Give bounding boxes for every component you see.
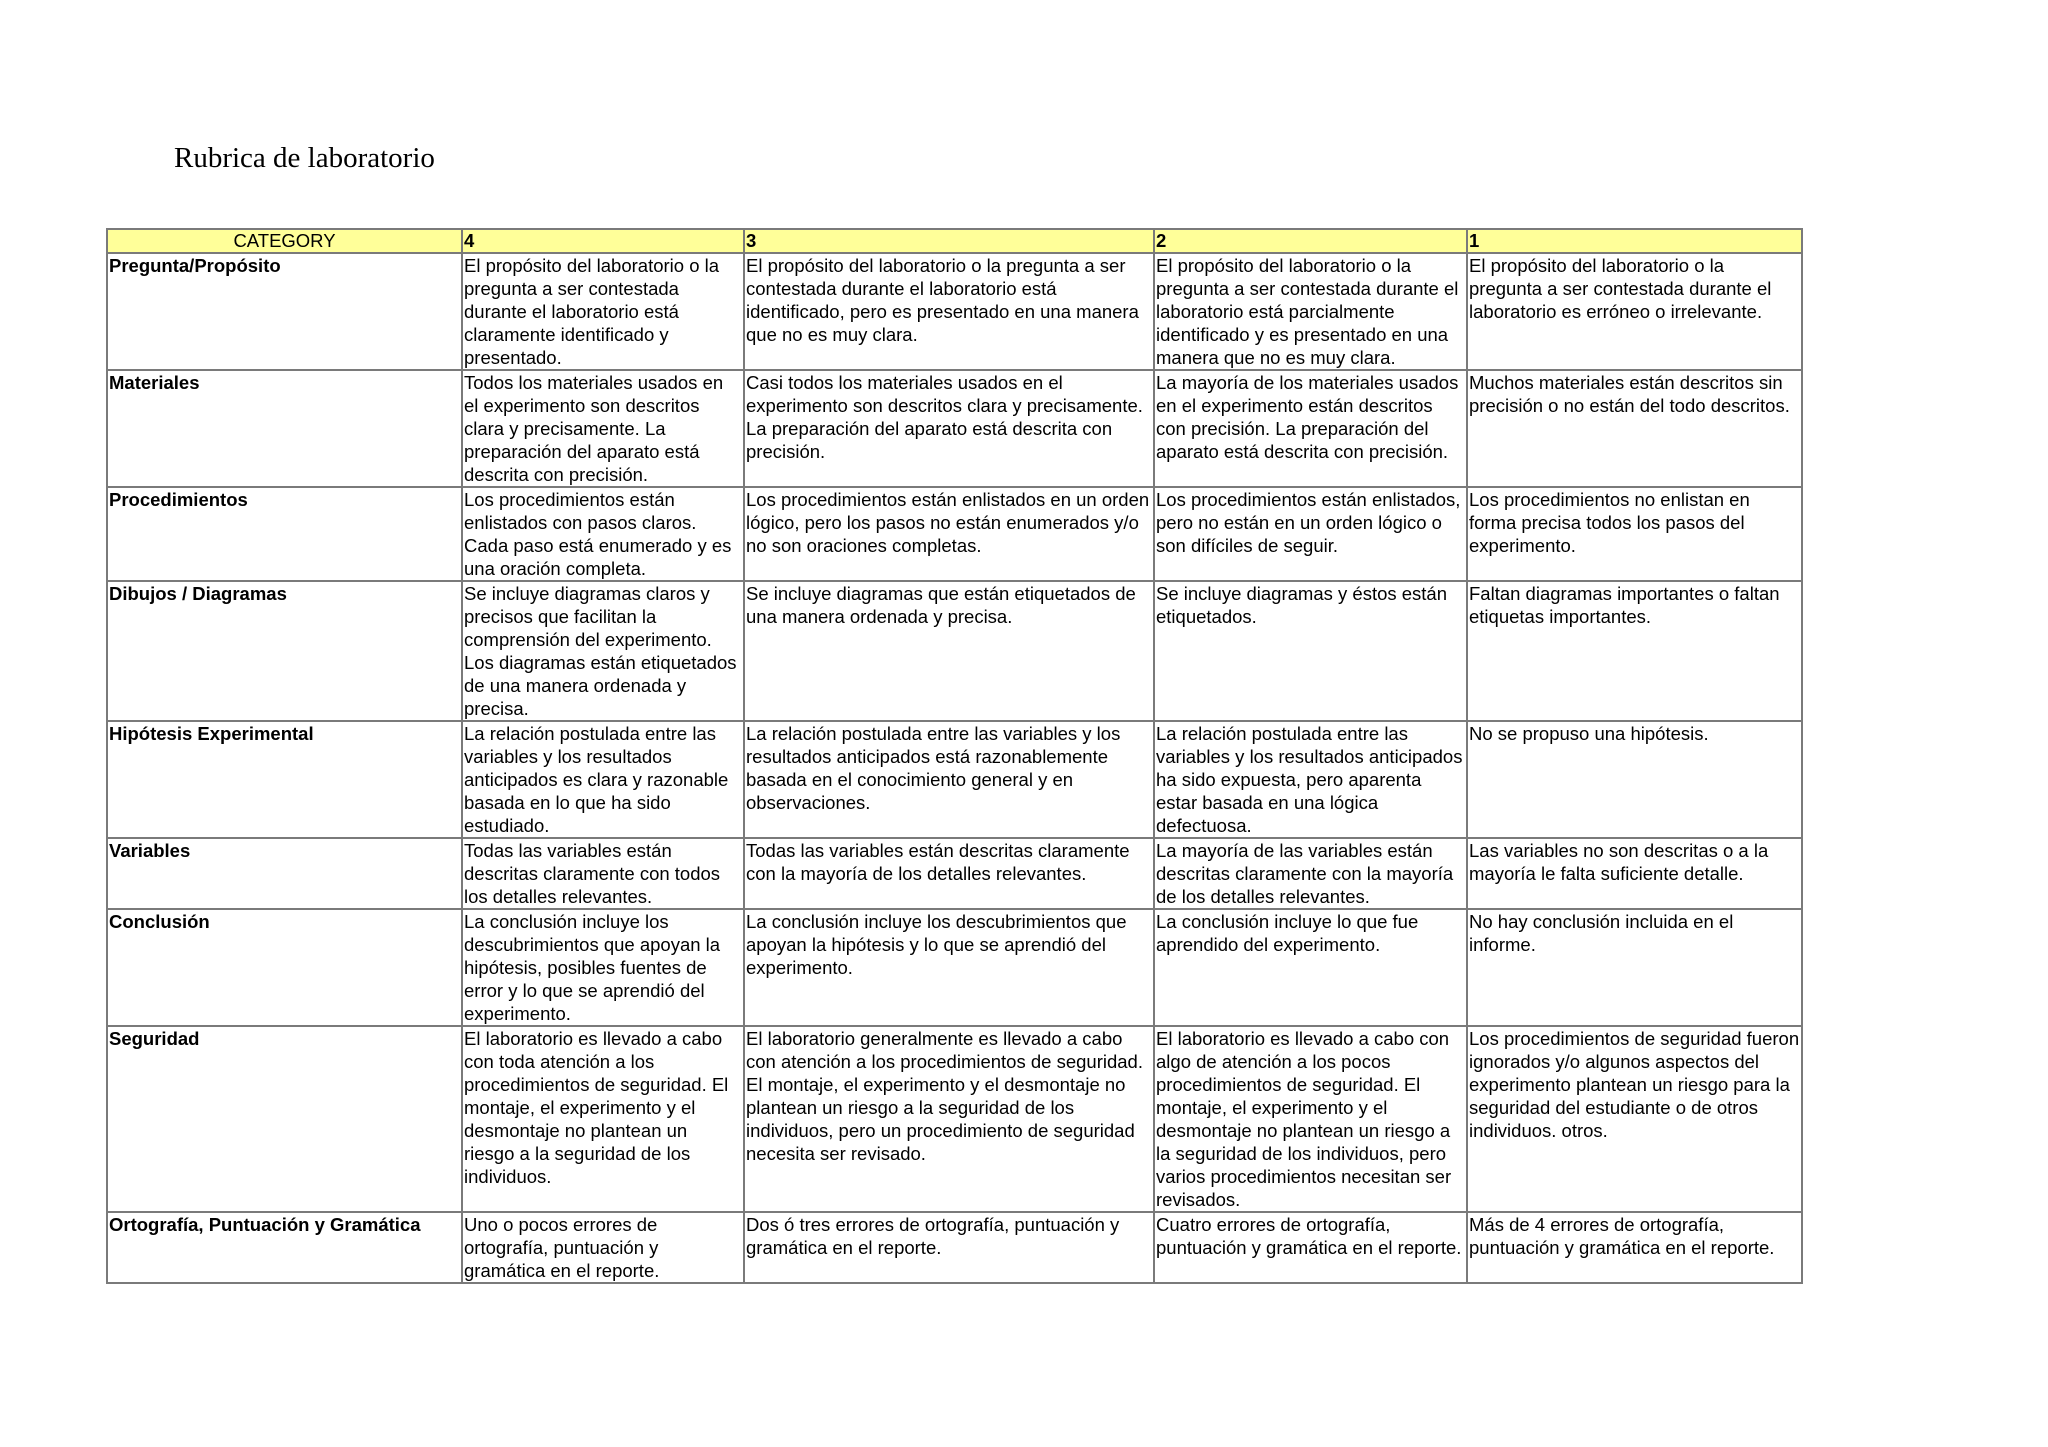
header-score-3: 3 <box>744 229 1154 253</box>
rubric-cell: Más de 4 errores de ortografía, puntuación y gramática en el reporte. <box>1467 1212 1802 1283</box>
rubric-cell: La relación postulada entre las variables y los resultados anticipados ha sido expuesta, pero aparenta estar basada en una lógica defectuosa. <box>1154 721 1467 838</box>
rubric-cell: Los procedimientos están enlistados en un orden lógico, pero los pasos no están enumerados y/o no son oraciones completas. <box>744 487 1154 581</box>
rubric-cell: Cuatro errores de ortografía, puntuación y gramática en el reporte. <box>1154 1212 1467 1283</box>
row-category: Pregunta/Propósito <box>107 253 462 370</box>
rubric-cell: El propósito del laboratorio o la pregunta a ser contestada durante el laboratorio está identificado, pero es presentado en una manera que no es muy clara. <box>744 253 1154 370</box>
rubric-cell: El propósito del laboratorio o la pregunta a ser contestada durante el laboratorio es erróneo o irrelevante. <box>1467 253 1802 370</box>
document-title: Rubrica de laboratorio <box>174 142 435 174</box>
table-row <box>107 909 1802 1026</box>
rubric-cell: Casi todos los materiales usados en el experimento son descritos clara y precisamente. La preparación del aparato está descrita con precisión. <box>744 370 1154 487</box>
row-category: Hipótesis Experimental <box>107 721 462 838</box>
rubric-cell: El laboratorio es llevado a cabo con toda atención a los procedimientos de seguridad. El montaje, el experimento y el desmontaje no plantean un riesgo a la seguridad de los individuos. <box>462 1026 744 1212</box>
rubric-cell: La relación postulada entre las variables y los resultados anticipados está razonablemente basada en el conocimiento general y en observaciones. <box>744 721 1154 838</box>
table-row <box>107 581 1802 721</box>
rubric-cell: Todas las variables están descritas claramente con todos los detalles relevantes. <box>462 838 744 909</box>
row-category: Ortografía, Puntuación y Gramática <box>107 1212 462 1283</box>
header-score-1: 1 <box>1467 229 1802 253</box>
rubric-cell: Todas las variables están descritas claramente con la mayoría de los detalles relevantes. <box>744 838 1154 909</box>
header-score-4: 4 <box>462 229 744 253</box>
rubric-cell: El propósito del laboratorio o la pregunta a ser contestada durante el laboratorio está claramente identificado y presentado. <box>462 253 744 370</box>
table-row <box>107 721 1802 838</box>
row-category: Conclusión <box>107 909 462 1026</box>
rubric-cell: El propósito del laboratorio o la pregunta a ser contestada durante el laboratorio está parcialmente identificado y es presentado en una manera que no es muy clara. <box>1154 253 1467 370</box>
rubric-cell: La mayoría de las variables están descritas claramente con la mayoría de los detalles relevantes. <box>1154 838 1467 909</box>
rubric-cell: Los procedimientos de seguridad fueron ignorados y/o algunos aspectos del experimento plantean un riesgo para la seguridad del estudiante o de otros individuos. otros. <box>1467 1026 1802 1212</box>
table-row <box>107 253 1802 370</box>
rubric-cell: Los procedimientos están enlistados, pero no están en un orden lógico o son difíciles de seguir. <box>1154 487 1467 581</box>
row-category: Seguridad <box>107 1026 462 1212</box>
rubric-cell: El laboratorio generalmente es llevado a cabo con atención a los procedimientos de seguridad. El montaje, el experimento y el desmontaje no plantean un riesgo a la seguridad de los individuos, pero un procedimiento de seguridad necesita ser revisado. <box>744 1026 1154 1212</box>
rubric-cell: La mayoría de los materiales usados en el experimento están descritos con precisión. La preparación del aparato está descrita con precisión. <box>1154 370 1467 487</box>
rubric-cell: Los procedimientos están enlistados con pasos claros. Cada paso está enumerado y es una oración completa. <box>462 487 744 581</box>
rubric-cell: La relación postulada entre las variables y los resultados anticipados es clara y razonable basada en lo que ha sido estudiado. <box>462 721 744 838</box>
rubric-cell: Se incluye diagramas y éstos están etiquetados. <box>1154 581 1467 721</box>
rubric-cell: Uno o pocos errores de ortografía, puntuación y gramática en el reporte. <box>462 1212 744 1283</box>
header-score-2: 2 <box>1154 229 1467 253</box>
table-row <box>107 1026 1802 1212</box>
rubric-cell: Todos los materiales usados en el experimento son descritos clara y precisamente. La preparación del aparato está descrita con precisión. <box>462 370 744 487</box>
rubric-cell: No se propuso una hipótesis. <box>1467 721 1802 838</box>
row-category: Procedimientos <box>107 487 462 581</box>
rubric-cell: Se incluye diagramas claros y precisos que facilitan la comprensión del experimento. Los diagramas están etiquetados de una manera ordenada y precisa. <box>462 581 744 721</box>
rubric-cell: No hay conclusión incluida en el informe. <box>1467 909 1802 1026</box>
table-row <box>107 487 1802 581</box>
rubric-cell: La conclusión incluye los descubrimientos que apoyan la hipótesis, posibles fuentes de error y lo que se aprendió del experimento. <box>462 909 744 1026</box>
rubric-cell: Muchos materiales están descritos sin precisión o no están del todo descritos. <box>1467 370 1802 487</box>
rubric-cell: Las variables no son descritas o a la mayoría le falta suficiente detalle. <box>1467 838 1802 909</box>
table-row <box>107 838 1802 909</box>
rubric-table <box>106 228 1803 1284</box>
rubric-cell: La conclusión incluye lo que fue aprendido del experimento. <box>1154 909 1467 1026</box>
header-row <box>107 229 1802 253</box>
row-category: Variables <box>107 838 462 909</box>
rubric-cell: Se incluye diagramas que están etiquetados de una manera ordenada y precisa. <box>744 581 1154 721</box>
header-category: CATEGORY <box>107 229 462 253</box>
rubric-cell: Faltan diagramas importantes o faltan etiquetas importantes. <box>1467 581 1802 721</box>
table-row <box>107 370 1802 487</box>
rubric-cell: La conclusión incluye los descubrimientos que apoyan la hipótesis y lo que se aprendió del experimento. <box>744 909 1154 1026</box>
row-category: Dibujos / Diagramas <box>107 581 462 721</box>
rubric-cell: Los procedimientos no enlistan en forma precisa todos los pasos del experimento. <box>1467 487 1802 581</box>
rubric-cell: El laboratorio es llevado a cabo con algo de atención a los pocos procedimientos de seguridad. El montaje, el experimento y el desmontaje no plantean un riesgo a la seguridad de los individuos, pero varios procedimientos necesitan ser revisados. <box>1154 1026 1467 1212</box>
table-row <box>107 1212 1802 1283</box>
rubric-cell: Dos ó tres errores de ortografía, puntuación y gramática en el reporte. <box>744 1212 1154 1283</box>
row-category: Materiales <box>107 370 462 487</box>
